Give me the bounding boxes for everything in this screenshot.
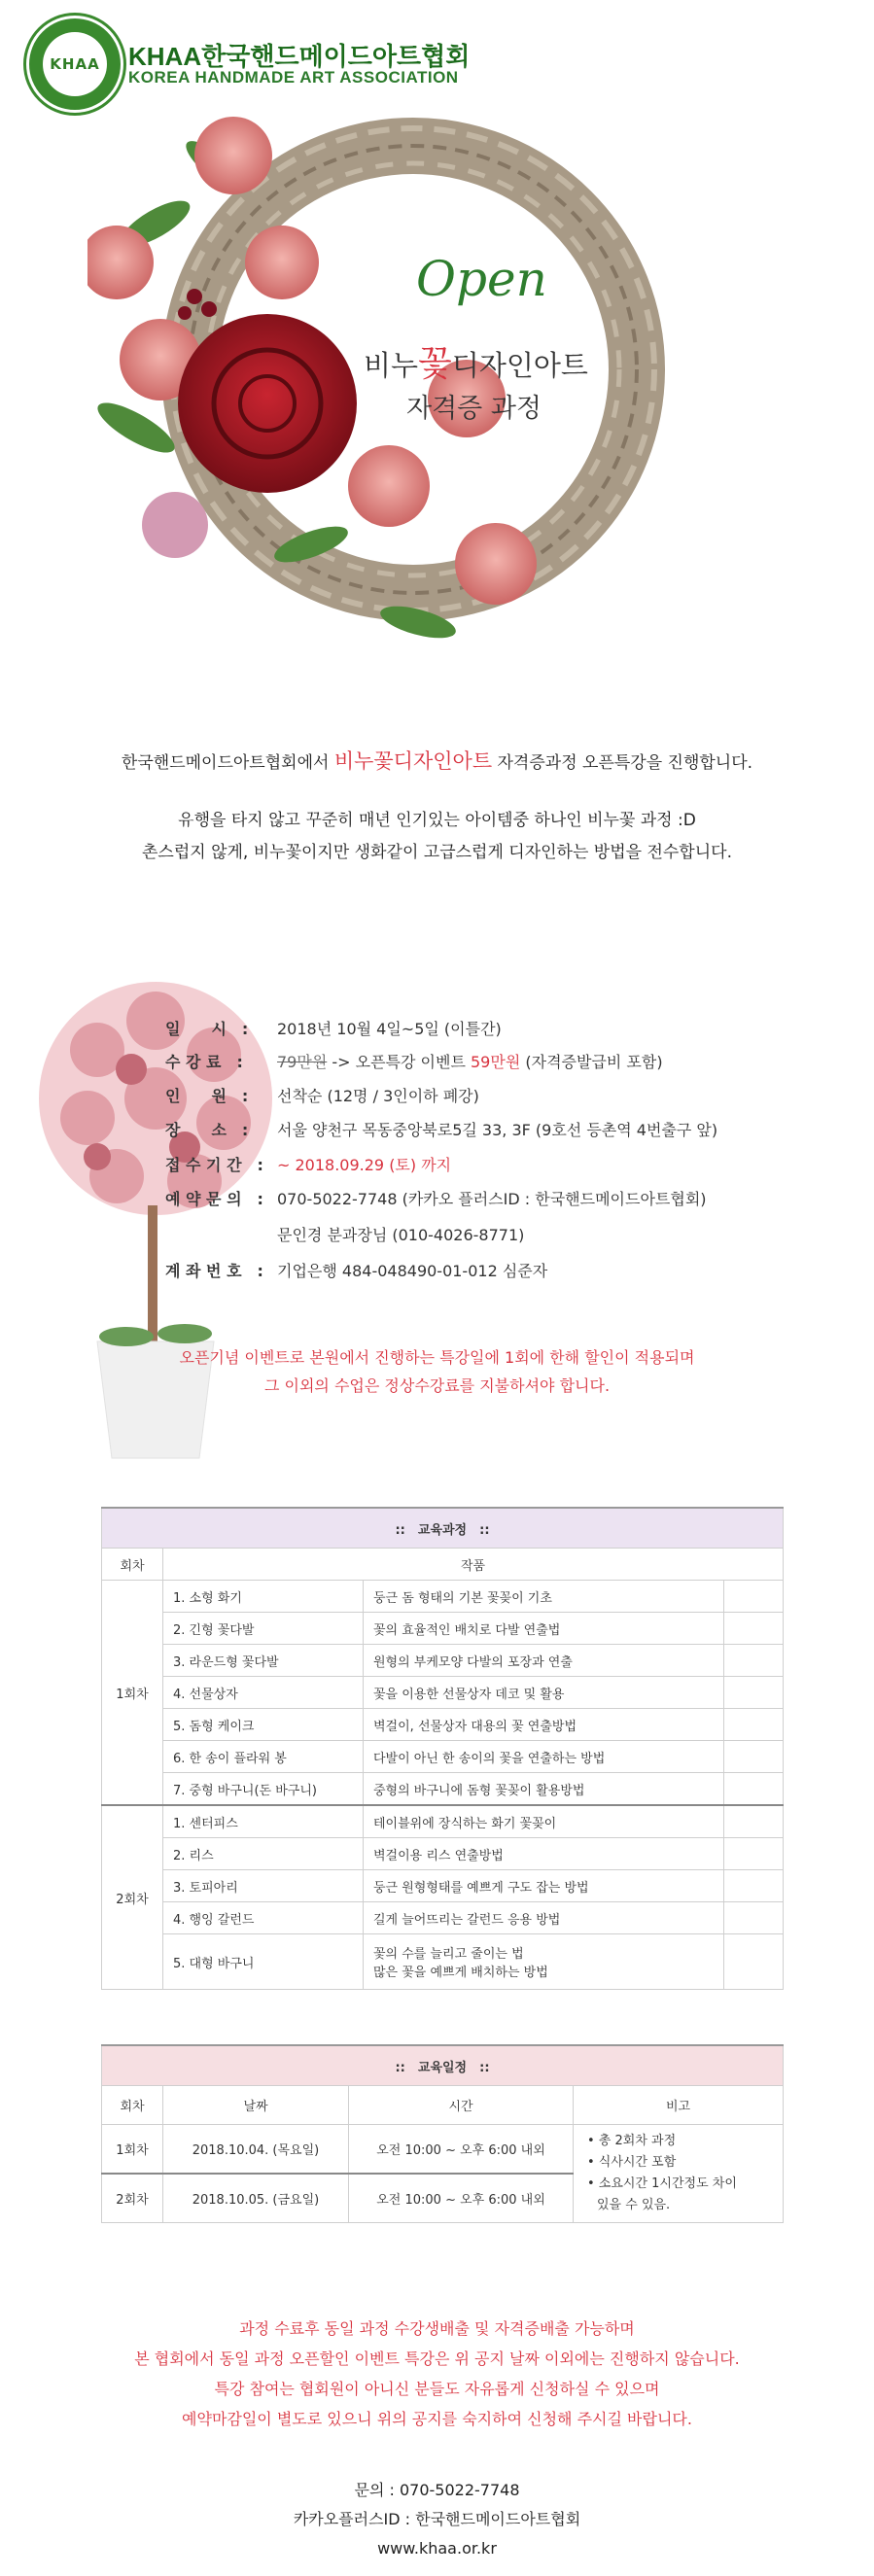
course-title-highlight: 꽃 (418, 344, 452, 384)
course-title (364, 336, 588, 386)
info-contact (165, 1187, 707, 1209)
work-desc: 둥근 돔 형태의 기본 꽃꽂이 기초 (364, 1581, 724, 1613)
work-desc: 중형의 바구니에 돔형 꽃꽂이 활용방법 (364, 1773, 724, 1806)
work-desc: 벽걸이, 선물상자 대용의 꽃 연출방법 (364, 1709, 724, 1741)
work-name: 5. 대형 바구니 (163, 1934, 364, 1990)
info-account-label: 계 좌 번 호 : (165, 1262, 263, 1280)
work-name: 6. 한 송이 플라워 봉 (163, 1741, 364, 1773)
org-name-en: KOREA HANDMADE ART ASSOCIATION (128, 68, 459, 87)
intro-line-3: 촌스럽지 않게, 비누꽃이지만 생화같이 고급스럽게 디자인하는 방법을 전수합니다. (142, 843, 732, 862)
logo-badge (26, 16, 123, 113)
course-title-suffix: 디자인아트 (451, 349, 588, 382)
work-desc: 다발이 아닌 한 송이의 꽃을 연출하는 방법 (364, 1741, 724, 1773)
info-capacity-value: 선착순 (12명 / 3인이하 폐강) (277, 1087, 479, 1105)
table-row (102, 1645, 784, 1677)
work-desc-line-2: 많은 꽃을 예쁘게 배치하는 방법 (373, 1966, 548, 1980)
notice-line-2: 그 이외의 수업은 정상수강료를 지불하셔야 합니다. (263, 1376, 611, 1395)
schedule-time: 오전 10:00 ~ 오후 6:00 내외 (349, 2174, 574, 2223)
fee-old: 79만원 (277, 1053, 328, 1071)
work-name: 2. 리스 (163, 1838, 364, 1870)
fee-suffix: (자격증발급비 포함) (520, 1053, 663, 1071)
col-round-header: 회차 (102, 1549, 163, 1581)
closing-line-2: 본 협회에서 동일 과정 오픈할인 이벤트 특강은 위 공지 날짜 이외에는 진행하지 않습니다. (134, 2350, 740, 2368)
table-row (102, 1902, 784, 1934)
intro-line-1 (0, 746, 874, 775)
table-row (102, 1773, 784, 1806)
course-title-prefix: 비누 (364, 349, 419, 382)
table-row (102, 1581, 784, 1613)
closing-line-4: 예약마감일이 별도로 있으니 위의 공지를 숙지하여 신청해 주시길 바랍니다. (182, 2410, 692, 2428)
table-row (102, 1709, 784, 1741)
work-name: 7. 중형 바구니(돈 바구니) (163, 1773, 364, 1806)
work-desc: 둥근 원형형태를 예쁘게 구도 잡는 방법 (364, 1870, 724, 1902)
info-deadline-value: ~ 2018.09.29 (토) 까지 (277, 1156, 452, 1174)
work-name: 3. 토피아리 (163, 1870, 364, 1902)
intro-line-2: 유행을 타지 않고 꾸준히 매년 인기있는 아이템중 하나인 비누꽃 과정 :D (178, 811, 696, 830)
open-title: Open (416, 251, 547, 307)
table-row (102, 1677, 784, 1709)
note-line: 있을 수 있음. (597, 2198, 671, 2212)
col-time-header: 시간 (349, 2086, 574, 2125)
work-desc (364, 1934, 724, 1990)
course-subtitle: 자격증 과정 (406, 394, 542, 424)
work-desc-line-1: 꽃의 수를 늘리고 줄이는 법 (373, 1947, 524, 1962)
footer-contact (0, 2476, 874, 2563)
fee-new: 59만원 (471, 1053, 521, 1071)
col-work-header: 작품 (163, 1549, 784, 1581)
table-row (102, 1805, 784, 1838)
info-account (165, 1259, 547, 1281)
work-name: 1. 센터피스 (163, 1805, 364, 1838)
schedule-time: 오전 10:00 ~ 오후 6:00 내외 (349, 2125, 574, 2175)
info-contact-2 (165, 1223, 524, 1245)
info-date-label: 일 시 : (165, 1020, 249, 1038)
info-contact-label: 예 약 문 의 : (165, 1190, 263, 1208)
work-desc: 원형의 부케모양 다발의 포장과 연출 (364, 1645, 724, 1677)
info-account-value: 기업은행 484-048490-01-012 심준자 (277, 1262, 548, 1280)
schedule-table (101, 2044, 784, 2223)
schedule-title: :: 교육일정 :: (102, 2045, 784, 2086)
note-line: • 식사시간 포함 (587, 2155, 677, 2170)
info-capacity-label: 인 원 : (165, 1087, 249, 1105)
schedule-notes (574, 2125, 784, 2223)
col-note-header: 비고 (574, 2086, 784, 2125)
info-place-value: 서울 양천구 목동중앙북로5길 33, 3F (9호선 등촌역 4번출구 앞) (277, 1121, 718, 1139)
round-label: 2회차 (102, 1805, 163, 1990)
curriculum-table (101, 1507, 784, 1990)
table-row (102, 1613, 784, 1645)
table-row (102, 2125, 784, 2175)
wreath-illustration (87, 107, 690, 690)
closing-line-1: 과정 수료후 동일 과정 수강생배출 및 자격증배출 가능하며 (239, 2319, 635, 2338)
org-name-ko: KHAA한국핸드메이드아트협회 (128, 42, 471, 71)
info-date-value: 2018년 10월 4일~5일 (이틀간) (277, 1020, 502, 1038)
work-name: 5. 돔형 케이크 (163, 1709, 364, 1741)
info-place (165, 1118, 717, 1140)
table-row (102, 1934, 784, 1990)
col-date-header: 날짜 (163, 2086, 349, 2125)
work-desc: 테이블위에 장식하는 화기 꽃꽂이 (364, 1805, 724, 1838)
work-desc: 꽃의 효율적인 배치로 다발 연출법 (364, 1613, 724, 1645)
work-name: 2. 긴형 꽃다발 (163, 1613, 364, 1645)
footer-kakao: 카카오플러스ID : 한국핸드메이드아트협회 (293, 2510, 581, 2528)
work-desc: 길게 늘어뜨리는 갈런드 응용 방법 (364, 1902, 724, 1934)
work-name: 3. 라운드형 꽃다발 (163, 1645, 364, 1677)
table-row (102, 1870, 784, 1902)
closing-line-3: 특강 참여는 협회원이 아니신 분들도 자유롭게 신청하실 수 있으며 (214, 2380, 660, 2398)
closing-notice (0, 2314, 874, 2434)
info-date (165, 1017, 502, 1039)
col-round-header: 회차 (102, 2086, 163, 2125)
round-label: 1회차 (102, 1581, 163, 1806)
intro-prefix: 한국핸드메이드아트협회에서 (121, 753, 334, 773)
schedule-date: 2018.10.05. (금요일) (163, 2174, 349, 2223)
info-fee (165, 1050, 663, 1072)
info-deadline-label: 접 수 기 간 : (165, 1156, 263, 1174)
work-desc: 벽걸이용 리스 연출방법 (364, 1838, 724, 1870)
work-name: 4. 행잉 갈런드 (163, 1902, 364, 1934)
notice-line-1: 오픈기념 이벤트로 본원에서 진행하는 특강일에 1회에 한해 할인이 적용되며 (179, 1348, 695, 1367)
schedule-date: 2018.10.04. (목요일) (163, 2125, 349, 2175)
info-place-label: 장 소 : (165, 1121, 249, 1139)
table-row (102, 1741, 784, 1773)
logo-text: KHAA (50, 55, 100, 73)
work-name: 1. 소형 화기 (163, 1581, 364, 1613)
info-capacity (165, 1084, 479, 1106)
info-contact-value-1: 070-5022-7748 (카카오 플러스ID : 한국핸드메이드아트협회) (277, 1190, 707, 1208)
info-deadline (165, 1153, 451, 1175)
table-row (102, 1838, 784, 1870)
note-line: • 소요시간 1시간정도 차이 (587, 2176, 737, 2191)
note-line: • 총 2회차 과정 (587, 2134, 677, 2148)
fee-mid: -> 오픈특강 이벤트 (327, 1053, 471, 1071)
intro-suffix: 자격증과정 오픈특강을 진행합니다. (492, 753, 753, 773)
curriculum-title: :: 교육과정 :: (102, 1508, 784, 1549)
info-fee-label: 수 강 료 : (165, 1053, 243, 1071)
info-contact-value-2: 문인경 분과장님 (010-4026-8771) (277, 1226, 525, 1244)
schedule-round: 2회차 (102, 2174, 163, 2223)
schedule-round: 1회차 (102, 2125, 163, 2175)
intro-highlight: 비누꽃디자인아트 (333, 749, 493, 773)
footer-phone: 문의 : 070-5022-7748 (354, 2481, 520, 2499)
work-desc: 꽃을 이용한 선물상자 데코 및 활용 (364, 1677, 724, 1709)
footer-website-link[interactable]: www.khaa.or.kr (377, 2539, 497, 2558)
work-name: 4. 선물상자 (163, 1677, 364, 1709)
